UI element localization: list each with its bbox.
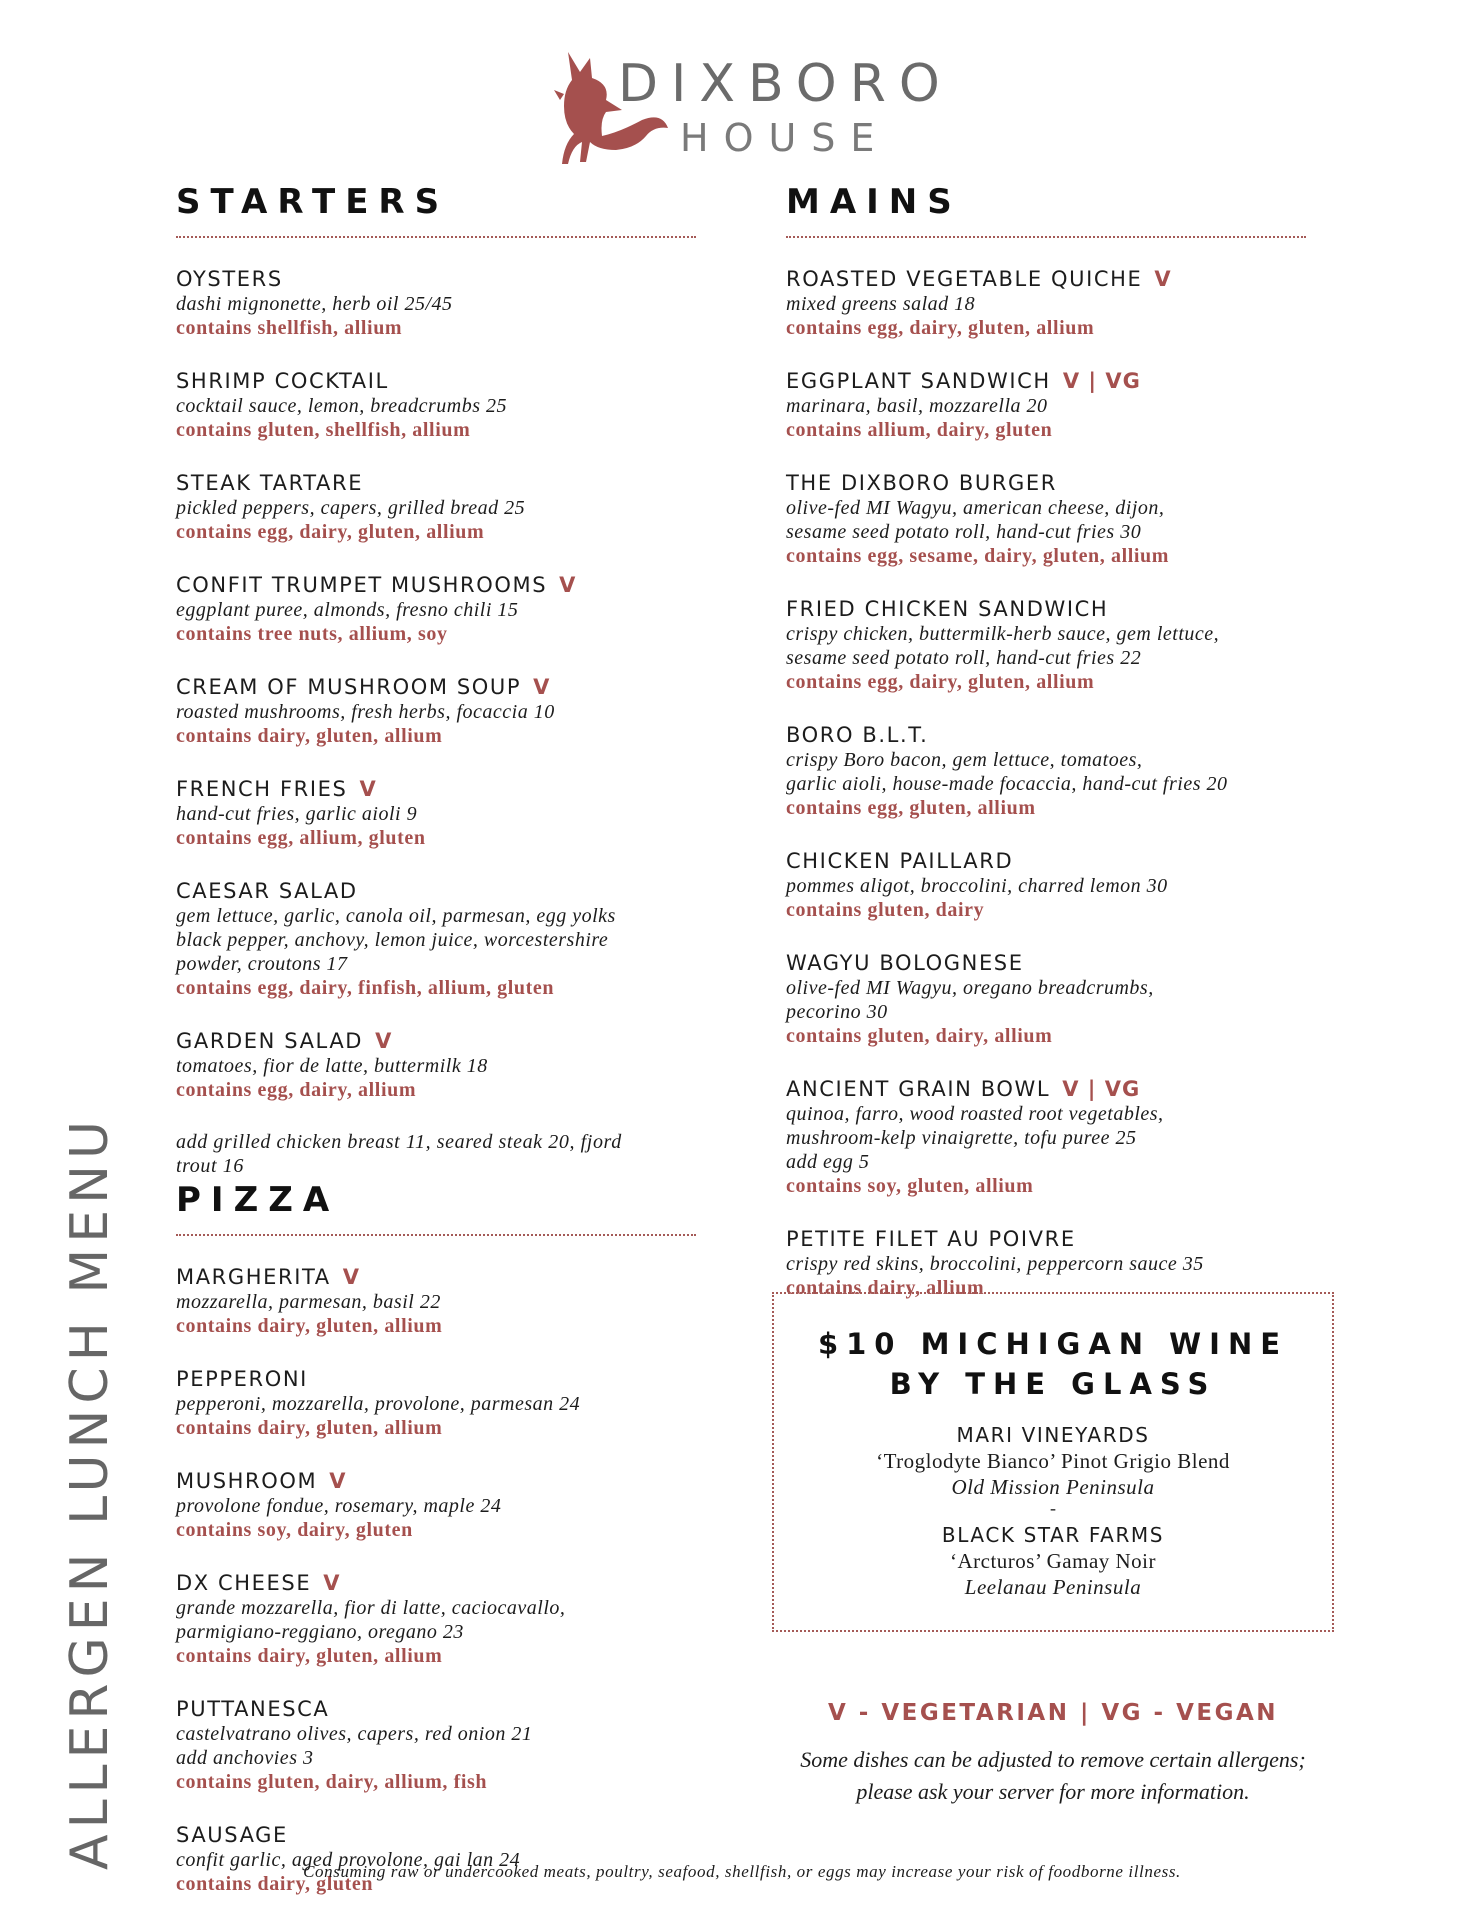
menu-item-description: tomatoes, fior de latte, buttermilk 18 (176, 1055, 488, 1077)
menu-item-name (176, 1570, 696, 1596)
menu-item-allergens: contains soy, dairy, gluten (176, 1519, 413, 1541)
dietary-tag: V (533, 675, 551, 699)
addon-line: add grilled chicken breast 11, seared steak 20, fjord (176, 1131, 622, 1153)
menu-item (786, 848, 1306, 922)
menu-item-title: FRIED CHICKEN SANDWICH (786, 597, 1109, 621)
menu-item-description: mozzarella, parmesan, basil 22 (176, 1291, 441, 1313)
menu-item-description: provolone fondue, rosemary, maple 24 (176, 1495, 502, 1517)
menu-item-title: THE DIXBORO BURGER (786, 471, 1057, 495)
starters-list (176, 266, 696, 1102)
menu-item-name (176, 1822, 696, 1848)
dietary-tag: V (329, 1469, 347, 1493)
menu-item (176, 1264, 696, 1338)
dietary-tag: V | VG (1062, 369, 1141, 393)
menu-item-title: ANCIENT GRAIN BOWL (786, 1077, 1051, 1101)
menu-item (176, 1822, 696, 1896)
menu-item-description: marinara, basil, mozzarella 20 (786, 395, 1048, 417)
dietary-tag: V (1154, 267, 1172, 291)
menu-item-allergens: contains dairy, gluten, allium (176, 1315, 443, 1337)
menu-item (786, 470, 1306, 568)
menu-item-title: BORO B.L.T. (786, 723, 929, 747)
menu-item-allergens: contains gluten, shellfish, allium (176, 419, 471, 441)
menu-item-allergens: contains tree nuts, allium, soy (176, 623, 448, 645)
menu-item-allergens: contains gluten, dairy (786, 899, 985, 921)
menu-item (176, 674, 696, 748)
dietary-tag: V (359, 777, 377, 801)
menu-item-allergens: contains allium, dairy, gluten (786, 419, 1053, 441)
menu-item (786, 1076, 1306, 1198)
menu-item-description: olive-fed MI Wagyu, american cheese, dijon, (786, 497, 1165, 519)
wine-label: ‘Arcturos’ Gamay Noir (949, 1549, 1157, 1573)
menu-item-description: pecorino 30 (786, 1001, 888, 1023)
menu-item-name (176, 1468, 696, 1494)
addon-line: trout 16 (176, 1155, 244, 1177)
wine-producer: MARI VINEYARDS (956, 1423, 1150, 1447)
menu-item-title: STEAK TARTARE (176, 471, 364, 495)
menu-item-title: CAESAR SALAD (176, 879, 358, 903)
menu-item-description: mixed greens salad 18 (786, 293, 976, 315)
menu-item (786, 596, 1306, 694)
menu-item-description: confit garlic, aged provolone, gai lan 24 (176, 1849, 521, 1871)
menu-item-description: olive-fed MI Wagyu, oregano breadcrumbs, (786, 977, 1154, 999)
menu-item-name (786, 950, 1306, 976)
section-title-starters: STARTERS (176, 182, 450, 222)
menu-item-description: hand-cut fries, garlic aioli 9 (176, 803, 418, 825)
dietary-legend: V - VEGETARIAN | VG - VEGAN (827, 1700, 1279, 1726)
menu-item-title: MUSHROOM (176, 1469, 318, 1493)
menu-item-description: eggplant puree, almonds, fresno chili 15 (176, 599, 519, 621)
side-title: ALLERGEN LUNCH MENU (60, 1114, 120, 1870)
starters-section (176, 180, 696, 1178)
menu-item (176, 1468, 696, 1542)
menu-item-allergens: contains egg, dairy, gluten, allium (786, 317, 1095, 339)
dietary-tag: V (559, 573, 577, 597)
menu-item-title: ROASTED VEGETABLE QUICHE (786, 267, 1143, 291)
menu-item-name (786, 722, 1306, 748)
menu-item-description: pickled peppers, capers, grilled bread 25 (176, 497, 526, 519)
foodborne-illness-disclaimer: Consuming raw or undercooked meats, poultry, seafood, shellfish, or eggs may increase your risk of foodborne illness. (303, 1862, 1181, 1881)
menu-item (786, 1226, 1306, 1300)
wine-title-line: BY THE GLASS (889, 1367, 1217, 1401)
menu-item-name (786, 1076, 1306, 1102)
menu-item-name (176, 878, 696, 904)
menu-item (176, 470, 696, 544)
menu-item-allergens: contains egg, dairy, allium (176, 1079, 417, 1101)
menu-item (176, 266, 696, 340)
menu-item-title: EGGPLANT SANDWICH (786, 369, 1051, 393)
menu-item-description: pepperoni, mozzarella, provolone, parmesan 24 (176, 1393, 581, 1415)
menu-item-description: add anchovies 3 (176, 1747, 314, 1769)
menu-item (176, 572, 696, 646)
menu-item-name (786, 848, 1306, 874)
menu-item-name (176, 1028, 696, 1054)
menu-item-title: OYSTERS (176, 267, 283, 291)
menu-item-name (176, 776, 696, 802)
dietary-tag: V (323, 1571, 341, 1595)
menu-item-description: gem lettuce, garlic, canola oil, parmesan, egg yolks (176, 905, 616, 927)
note-line: please ask your server for more information. (856, 1779, 1250, 1804)
menu-item (786, 722, 1306, 820)
menu-item-description: mushroom-kelp vinaigrette, tofu puree 25 (786, 1127, 1137, 1149)
menu-item-allergens: contains shellfish, allium (176, 317, 403, 339)
dietary-tag: V (375, 1029, 393, 1053)
menu-item-allergens: contains gluten, dairy, allium (786, 1025, 1053, 1047)
menu-item-title: FRENCH FRIES (176, 777, 348, 801)
menu-item-description: grande mozzarella, fior di latte, caciocavallo, (176, 1597, 566, 1619)
menu-item (176, 1696, 696, 1794)
menu-item-title: CREAM OF MUSHROOM SOUP (176, 675, 522, 699)
menu-item-allergens: contains dairy, gluten, allium (176, 1645, 443, 1667)
menu-item-description: black pepper, anchovy, lemon juice, worcestershire (176, 929, 609, 951)
menu-item-name (176, 1264, 696, 1290)
menu-item-description: roasted mushrooms, fresh herbs, focaccia 10 (176, 701, 555, 723)
menu-item-name (176, 470, 696, 496)
menu-item-allergens: contains dairy, gluten (176, 1873, 374, 1895)
wine-by-the-glass-box (772, 1292, 1334, 1632)
menu-item-description: parmigiano-reggiano, oregano 23 (176, 1621, 464, 1643)
menu-item-allergens: contains soy, gluten, allium (786, 1175, 1034, 1197)
note-line: Some dishes can be adjusted to remove certain allergens; (800, 1747, 1306, 1772)
menu-item-title: MARGHERITA (176, 1265, 331, 1289)
menu-item-allergens: contains gluten, dairy, allium, fish (176, 1771, 488, 1793)
menu-item-description: pommes aligot, broccolini, charred lemon 30 (786, 875, 1168, 897)
menu-item-description: crispy Boro bacon, gem lettuce, tomatoes, (786, 749, 1143, 771)
menu-item (176, 368, 696, 442)
wine-region: Old Mission Peninsula (951, 1475, 1155, 1499)
menu-item-name (786, 470, 1306, 496)
menu-item-title: SHRIMP COCKTAIL (176, 369, 389, 393)
menu-item-title: WAGYU BOLOGNESE (786, 951, 1024, 975)
menu-item-description: crispy chicken, buttermilk-herb sauce, gem lettuce, (786, 623, 1220, 645)
dietary-tag: V (342, 1265, 361, 1289)
menu-item-allergens: contains dairy, gluten, allium (176, 725, 443, 747)
menu-item-title: PETITE FILET AU POIVRE (786, 1227, 1076, 1251)
menu-item-description: powder, croutons 17 (176, 953, 348, 975)
menu-item-description: crispy red skins, broccolini, peppercorn sauce 35 (786, 1253, 1204, 1275)
menu-item-allergens: contains dairy, allium (786, 1277, 985, 1299)
menu-item-name (176, 572, 696, 598)
section-divider (786, 236, 1306, 238)
menu-item (176, 776, 696, 850)
menu-item-title: CONFIT TRUMPET MUSHROOMS (176, 573, 548, 597)
menu-item-description: dashi mignonette, herb oil 25/45 (176, 293, 453, 315)
mains-section (786, 180, 1306, 1328)
menu-item-title: CHICKEN PAILLARD (786, 849, 1014, 873)
menu-item-description: add egg 5 (786, 1151, 870, 1173)
menu-item (176, 1570, 696, 1668)
menu-item-title: SAUSAGE (176, 1823, 288, 1847)
starters-addon (176, 1130, 696, 1178)
menu-item-name (176, 368, 696, 394)
menu-item-description: garlic aioli, house-made focaccia, hand-cut fries 20 (786, 773, 1228, 795)
menu-item-description: sesame seed potato roll, hand-cut fries 22 (786, 647, 1142, 669)
wine-title-line: $10 MICHIGAN WINE (817, 1327, 1289, 1361)
dixboro-house-logo (550, 50, 953, 170)
menu-item-name (786, 1226, 1306, 1252)
menu-item-name (176, 1366, 696, 1392)
menu-item-allergens: contains egg, gluten, allium (786, 797, 1036, 819)
menu-item-allergens: contains egg, allium, gluten (176, 827, 426, 849)
menu-item-title: DX CHEESE (176, 1571, 312, 1595)
dietary-tag: V | VG (1062, 1077, 1141, 1101)
menu-item-name (786, 266, 1306, 292)
menu-item-description: quinoa, farro, wood roasted root vegetables, (786, 1103, 1164, 1125)
allergen-note (772, 1744, 1334, 1808)
wine-label: ‘Troglodyte Bianco’ Pinot Grigio Blend (876, 1449, 1230, 1473)
menu-item-name (176, 266, 696, 292)
menu-item-title: GARDEN SALAD (176, 1029, 364, 1053)
section-title-mains: MAINS (786, 182, 962, 222)
menu-item (176, 878, 696, 1000)
wine-separator: - (1050, 1498, 1056, 1518)
menu-item (786, 950, 1306, 1048)
section-title-pizza: PIZZA (176, 1180, 340, 1220)
menu-item (176, 1366, 696, 1440)
pizza-section (176, 1178, 696, 1924)
pizza-list (176, 1264, 696, 1896)
menu-item-description: cocktail sauce, lemon, breadcrumbs 25 (176, 395, 508, 417)
logo-text-house: HOUSE (680, 116, 890, 160)
menu-item (786, 368, 1306, 442)
menu-item-description: sesame seed potato roll, hand-cut fries 30 (786, 521, 1142, 543)
menu-item-allergens: contains egg, sesame, dairy, gluten, allium (786, 545, 1170, 567)
menu-item-name (176, 674, 696, 700)
menu-item-name (786, 596, 1306, 622)
menu-item-allergens: contains dairy, gluten, allium (176, 1417, 443, 1439)
menu-item-description: castelvatrano olives, capers, red onion 21 (176, 1723, 533, 1745)
section-divider (176, 236, 696, 238)
menu-item-allergens: contains egg, dairy, finfish, allium, gluten (176, 977, 555, 999)
wine-producer: BLACK STAR FARMS (941, 1523, 1165, 1547)
menu-item-title: PUTTANESCA (176, 1697, 330, 1721)
menu-item-allergens: contains egg, dairy, gluten, allium (176, 521, 485, 543)
menu-item-name (176, 1696, 696, 1722)
logo-text-dixboro: DIXBORO (618, 54, 953, 114)
menu-item-title: PEPPERONI (176, 1367, 308, 1391)
menu-item (786, 266, 1306, 340)
menu-item-allergens: contains egg, dairy, gluten, allium (786, 671, 1095, 693)
menu-item-name (786, 368, 1306, 394)
mains-list (786, 266, 1306, 1300)
wine-title (774, 1324, 1332, 1404)
section-divider (176, 1234, 696, 1236)
wine-region: Leelanau Peninsula (964, 1575, 1142, 1599)
menu-item (176, 1028, 696, 1102)
